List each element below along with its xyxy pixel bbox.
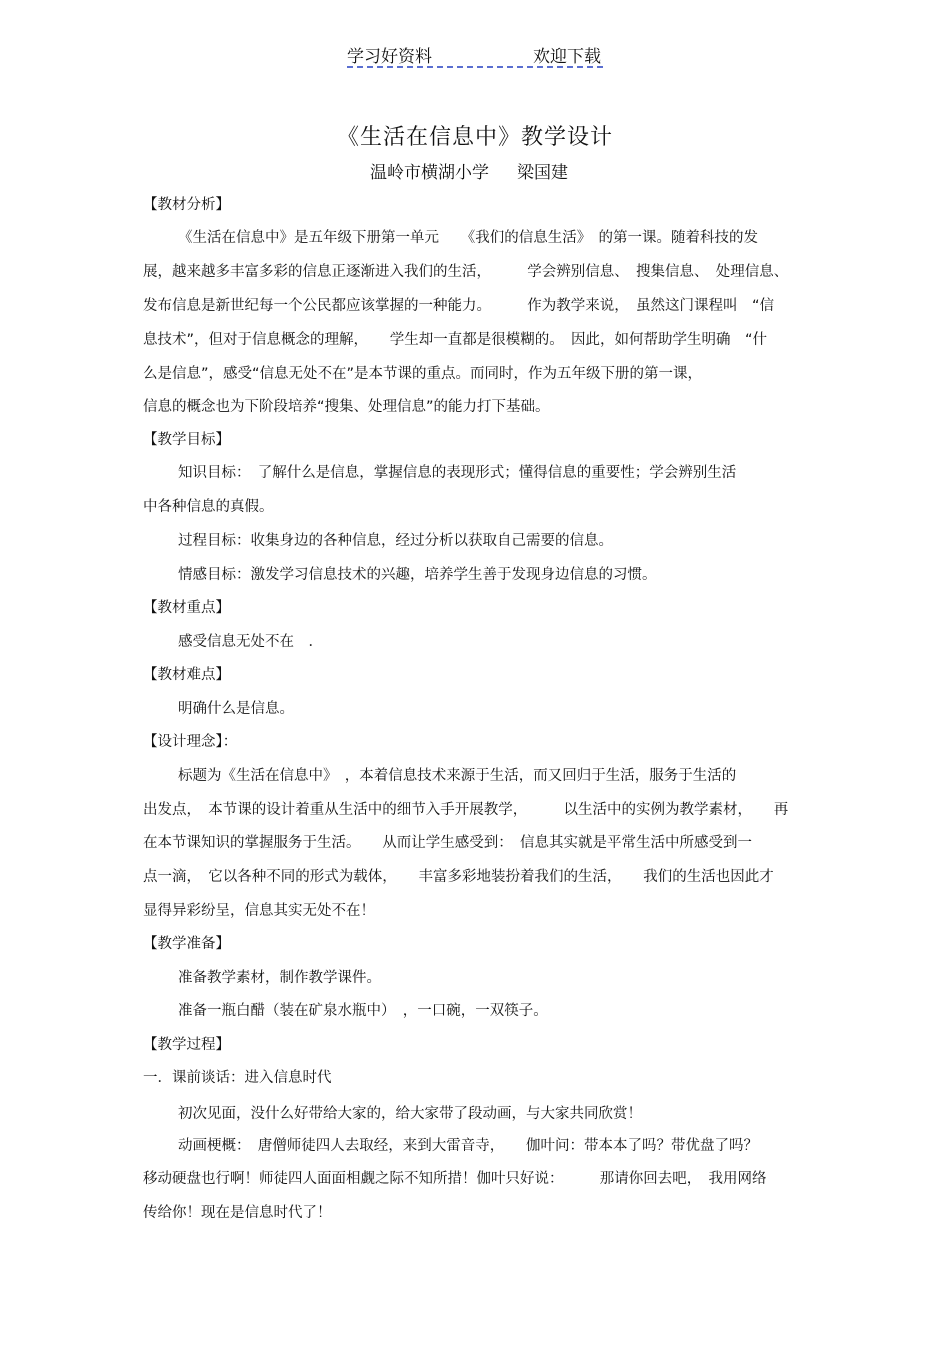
paragraph-line: 动画梗概： 唐僧师徒四人去取经，来到大雷音寺， 伽叶问：带本本了吗？带优盘了吗？ [178,1138,758,1154]
section-heading: 【教学准备】 [143,936,230,952]
author-line [370,158,596,183]
section-heading: 【教材难点】 [143,667,230,683]
paragraph-line: 情感目标：激发学习信息技术的兴趣，培养学生善于发现身边信息的习惯。 [178,567,657,583]
document-title: 《生活在信息中》教学设计 [336,125,613,150]
paragraph-line: 出发点， 本节课的设计着重从生活中的细节入手开展教学， 以生活中的实例为教学素材， 再 [143,802,789,818]
header-left-text: 学习好资料 [347,47,432,67]
paragraph-line: 准备一瓶白醋（装在矿泉水瓶中） ，一口碗，一双筷子。 [178,1003,548,1019]
section-heading: 【教学目标】 [143,432,230,448]
paragraph-line: 准备教学素材，制作教学课件。 [178,970,381,986]
paragraph-line: 信息的概念也为下阶段培养“搜集、处理信息”的能力打下基础。 [143,399,550,415]
section-heading: 【教学过程】 [143,1037,230,1053]
paragraph-line: 息技术”，但对于信息概念的理解， 学生却一直都是很模糊的。 因此，如何帮助学生明确 “什 [143,332,768,348]
page-header [347,38,603,68]
paragraph-line: 传给你！现在是信息时代了！ [143,1205,332,1221]
header-right-text: 欢迎下载 [533,47,601,67]
paragraph-line: 在本节课知识的掌握服务于生活。 从而让学生感受到： 信息其实就是平常生活中所感受到一 [143,835,752,851]
school-name: 温岭市横湖小学 [370,163,489,183]
paragraph-line: 移动硬盘也行啊！师徒四人面面相觑之际不知所措！伽叶只好说： 那请你回去吧， 我用网络 [143,1171,767,1187]
paragraph-line: 中各种信息的真假。 [143,499,274,515]
section-heading: 【教材分析】 [143,197,230,213]
paragraph-line: 《生活在信息中》是五年级下册第一单元 《我们的信息生活》 的第一课。随着科技的发 [178,230,758,246]
paragraph-line: 发布信息是新世纪每一个公民都应该掌握的一种能力。 作为教学来说， 虽然这门课程叫 “信 [143,298,775,314]
paragraph-line: 展，越来越多丰富多彩的信息正逐渐进入我们的生活， 学会辨别信息、 搜集信息、 处理信息、 [143,264,789,280]
paragraph-line: 点一滴， 它以各种不同的形式为载体， 丰富多彩地装扮着我们的生活， 我们的生活也因此才 [143,869,774,885]
paragraph-line: 显得异彩纷呈，信息其实无处不在！ [143,903,375,919]
section-heading: 【教材重点】 [143,600,230,616]
paragraph-line: 初次见面，没什么好带给大家的，给大家带了段动画，与大家共同欣赏！ [178,1106,642,1122]
paragraph-line: 明确什么是信息。 [178,701,294,717]
section-heading: 【设计理念】： [143,734,238,750]
paragraph-line: 知识目标： 了解什么是信息，掌握信息的表现形式；懂得信息的重要性；学会辨别生活 [178,465,737,481]
author-name: 梁国建 [517,163,568,183]
paragraph-line: 过程目标：收集身边的各种信息，经过分析以获取自己需要的信息。 [178,533,613,549]
paragraph-line: 感受信息无处不在 ． [178,634,323,650]
paragraph-line: 么是信息”，感受“信息无处不在”是本节课的重点。而同时，作为五年级下册的第一课， [143,366,703,382]
paragraph-line: 标题为《生活在信息中》 ，本着信息技术来源于生活，而又回归于生活，服务于生活的 [178,768,737,784]
subsection-heading: 一．课前谈话：进入信息时代 [143,1070,332,1086]
